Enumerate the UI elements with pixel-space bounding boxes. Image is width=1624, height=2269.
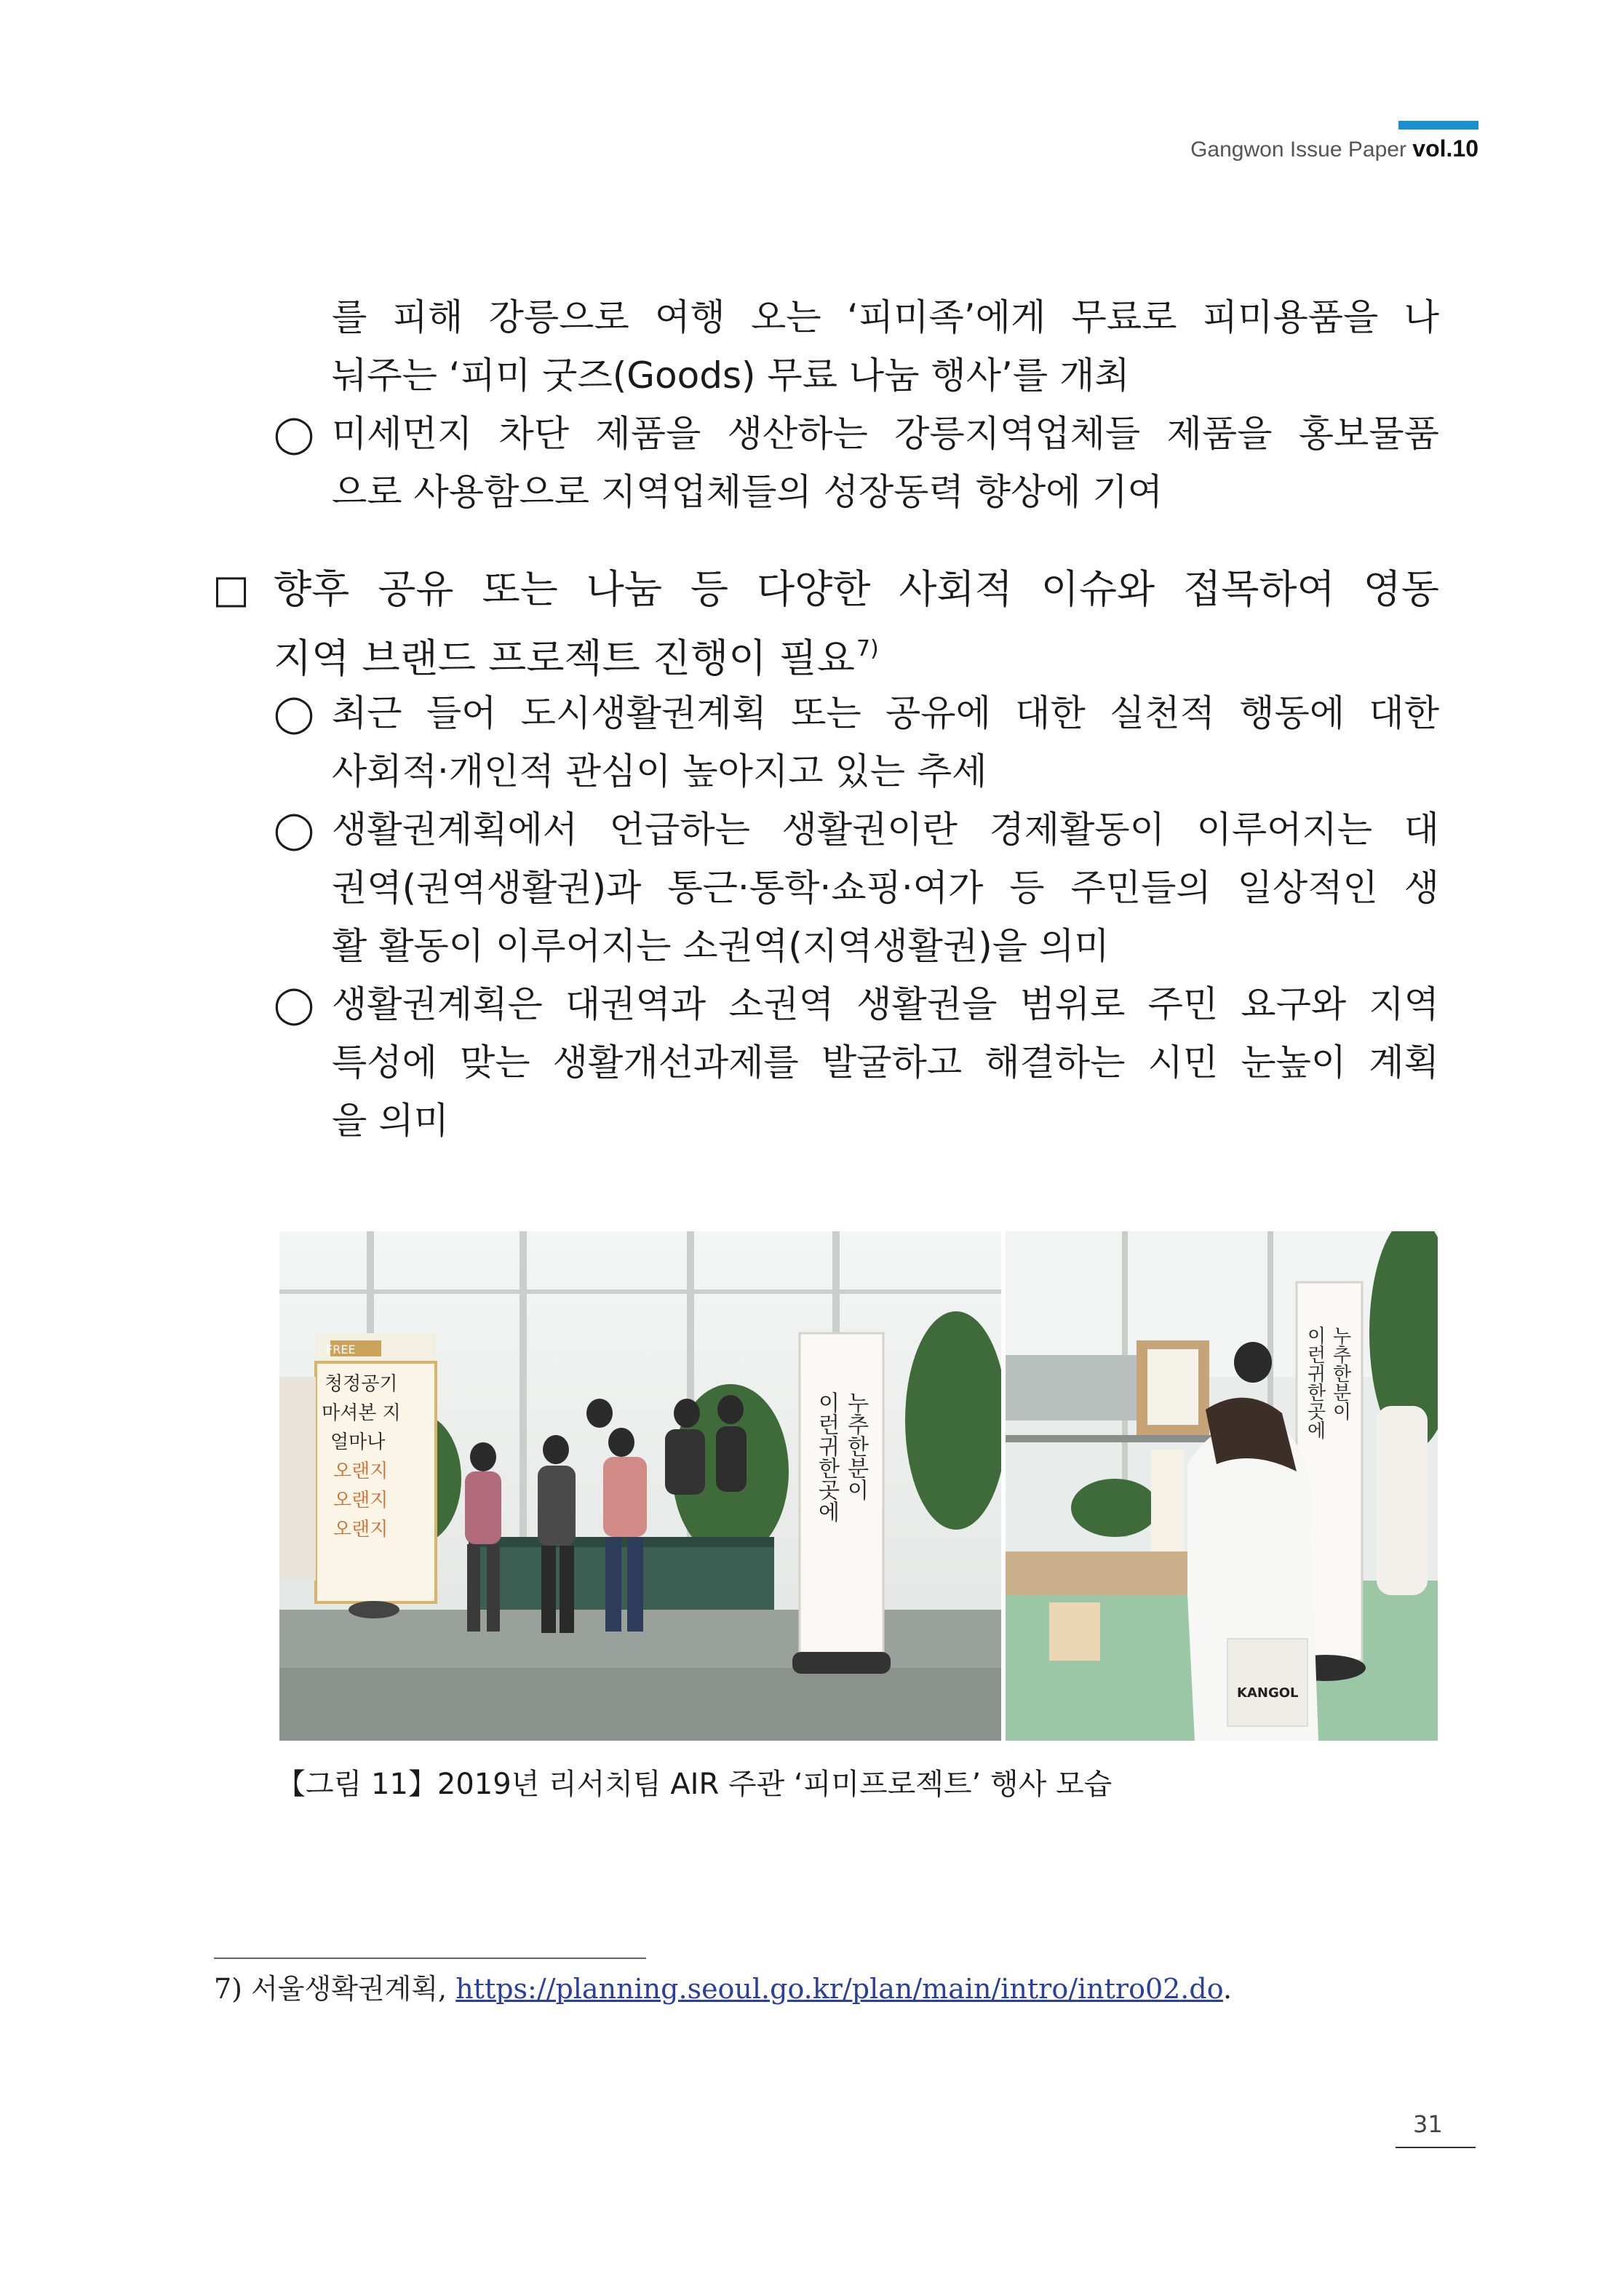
word: 시민 (1147, 1041, 1219, 1084)
word: 경제활동이 (989, 808, 1165, 851)
bullet-circle-icon: ◯ (274, 983, 314, 1025)
word: 차단 (498, 413, 570, 455)
word: 접목하여 (1183, 566, 1335, 612)
bullet2-line-1 (332, 691, 1439, 735)
section-line-2-text: 지역 브랜드 프로젝트 진행이 필요 (274, 635, 855, 681)
word: 제품을 (1166, 413, 1273, 455)
word: 이루어지는 (1196, 808, 1373, 851)
word: 를 (332, 296, 367, 338)
word: 대한 (1015, 692, 1086, 734)
word: 주민들의 (1070, 867, 1211, 909)
section-square-icon: □ (212, 566, 250, 612)
word: 사회적 (899, 566, 1013, 612)
word: 영동 (1363, 566, 1439, 612)
word: 특성에 (332, 1041, 437, 1084)
bag-brand-text: KANGOL (1237, 1685, 1299, 1701)
word: 눈높이 (1241, 1041, 1347, 1084)
intro-line-2: 눠주는 ‘피미 굿즈(Goods) 무료 나눔 행사’를 개최 (332, 354, 1130, 397)
word: 다양한 (756, 566, 871, 612)
word: 지역 (1369, 983, 1439, 1025)
banner-a-line-3: 얼마나 (330, 1431, 386, 1453)
word: 홍보물품 (1298, 413, 1439, 455)
bullet1-line-1 (332, 412, 1439, 456)
word: 권역(권역생활권)과 (332, 867, 642, 909)
word: 요구와 (1241, 983, 1347, 1025)
word: 등 (1009, 867, 1045, 909)
word: 공유에 (885, 692, 991, 734)
word: 들어 (426, 692, 497, 734)
bullet1-line-2: 으로 사용함으로 지역업체들의 성장동력 향상에 기여 (332, 471, 1163, 513)
page-number: 31 (1413, 2110, 1443, 2138)
word: 생활권계획에서 (332, 808, 578, 851)
section-line-1 (274, 568, 1439, 611)
word: 범위로 (1019, 983, 1126, 1025)
word: 생산하는 (727, 413, 868, 455)
footnote-reference: 7) (856, 636, 879, 661)
word: 미세먼지 (332, 413, 473, 455)
word: ‘피미족’에게 (846, 296, 1046, 338)
figure-caption: 【그림 11】2019년 리서치팀 AIR 주관 ‘피미프로젝트’ 행사 모습 (276, 1768, 1112, 1801)
word: 맞는 (460, 1041, 530, 1084)
word: 강릉으로 (488, 296, 629, 338)
banner-b-column-2: 이런귀한곳에 (813, 1391, 840, 1522)
right-banner-column-2: 이런귀한곳에 (1304, 1326, 1326, 1439)
word: 오는 (751, 296, 821, 338)
word: 생활개선과제를 (552, 1041, 799, 1084)
page-number-rule (1396, 2147, 1476, 2148)
header-volume: vol.10 (1412, 135, 1478, 162)
banner-a-line-5: 오랜지 (333, 1490, 389, 1511)
banner-a-line-6: 오랜지 (333, 1519, 389, 1541)
right-banner-column-1: 누추한분이 (1329, 1326, 1351, 1420)
footnote-divider (214, 1958, 646, 1959)
event-photos (279, 1231, 1438, 1741)
word: 생활권계획은 (332, 983, 543, 1025)
word: 대한 (1369, 692, 1439, 734)
word: 여행 (655, 296, 725, 338)
free-tag: FREE (326, 1343, 356, 1356)
footnote-suffix: . (1222, 1973, 1233, 2005)
word: 소권역 (728, 983, 835, 1025)
word: 최근 (332, 692, 402, 734)
word: 실천적 (1110, 692, 1215, 734)
word: 제품을 (595, 413, 701, 455)
footnote (214, 1969, 1232, 2008)
banner-b-column-1: 누추한분이 (843, 1391, 869, 1501)
footnote-link[interactable]: https://planning.seoul.go.kr/plan/main/intro/intro02.do (455, 1973, 1223, 2005)
event-photo-left (279, 1231, 1001, 1741)
banner-a-line-4: 오랜지 (333, 1461, 389, 1482)
bullet-circle-icon: ◯ (274, 413, 314, 455)
word: 강릉지역업체들 (894, 413, 1141, 455)
footnote-prefix: 7) 서울생확권계획, (214, 1973, 456, 2005)
word: 생활권이란 (781, 808, 958, 851)
word: 피해 (392, 296, 463, 338)
header-series: Gangwon Issue Paper (1190, 138, 1413, 162)
bullet-circle-icon: ◯ (274, 692, 314, 734)
word: 또는 (482, 566, 558, 612)
banner-a-line-2: 마셔본 지 (322, 1402, 401, 1424)
word: 이슈와 (1040, 566, 1155, 612)
bullet-circle-icon: ◯ (274, 808, 314, 851)
bullet2-line-2: 사회적‧개인적 관심이 높아지고 있는 추세 (332, 750, 987, 792)
bullet4-line-1 (332, 982, 1439, 1026)
bullet3-line-2 (332, 866, 1439, 910)
header-accent-bar (1398, 121, 1478, 130)
word: 또는 (791, 692, 861, 734)
word: 나 (1404, 296, 1439, 338)
word: 피미용품을 (1202, 296, 1379, 338)
intro-line-1 (332, 295, 1439, 339)
event-photo-right (1006, 1231, 1438, 1741)
word: 향후 (274, 566, 350, 612)
word: 발굴하고 (821, 1041, 963, 1084)
word: 공유 (378, 566, 454, 612)
bullet3-line-1 (332, 808, 1439, 851)
word: 등 (690, 566, 729, 612)
word: 생활권을 (856, 983, 998, 1025)
word: 통근‧통학‧쇼핑‧여가 (667, 867, 984, 909)
word: 해결하는 (984, 1041, 1126, 1084)
word: 생 (1404, 867, 1439, 909)
word: 무료로 (1071, 296, 1177, 338)
bullet3-line-3: 활 활동이 이루어지는 소권역(지역생활권)을 의미 (332, 925, 1110, 967)
word: 일상적인 (1237, 867, 1378, 909)
word: 계획 (1369, 1041, 1439, 1084)
banner-a-line-1: 청정공기 (325, 1373, 398, 1395)
running-header (1190, 135, 1478, 162)
bullet4-line-3: 을 의미 (332, 1100, 449, 1142)
section-line-2 (274, 627, 1439, 680)
bullet4-line-2 (332, 1041, 1439, 1084)
word: 행동에 (1239, 692, 1345, 734)
word: 대권역과 (565, 983, 706, 1025)
word: 언급하는 (609, 808, 750, 851)
word: 대 (1404, 808, 1439, 851)
word: 도시생활권계획 (520, 692, 767, 734)
word: 나눔 (586, 566, 662, 612)
word: 주민 (1147, 983, 1219, 1025)
